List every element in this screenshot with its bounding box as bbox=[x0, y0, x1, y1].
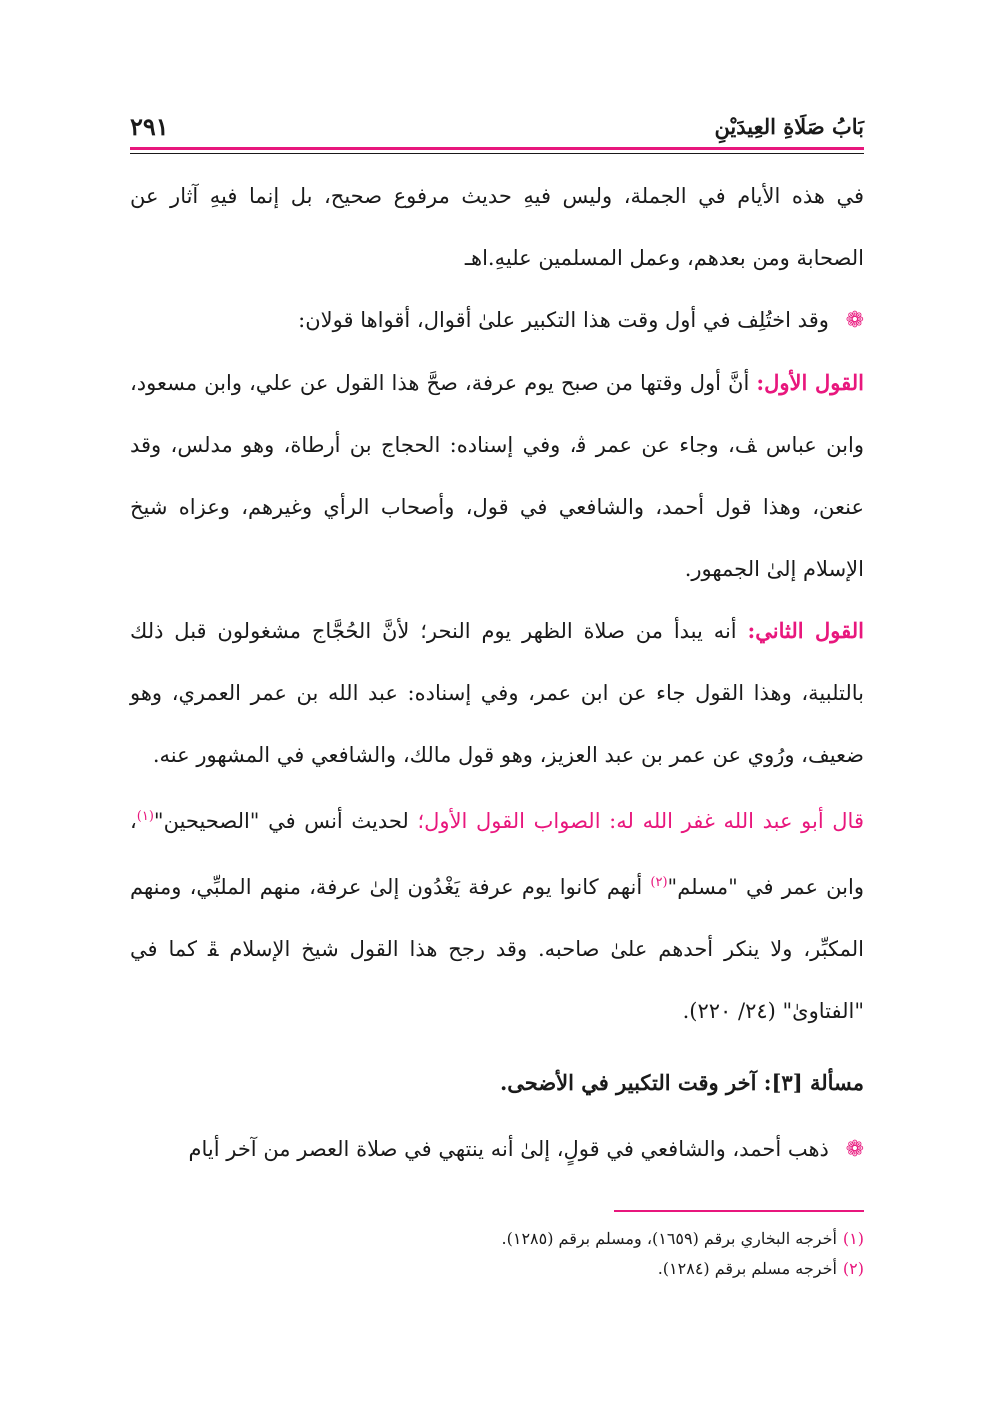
issue-heading: مسألة [٣]: آخر وقت التكبير في الأضحى. bbox=[499, 1070, 864, 1095]
footnote-text: أخرجه مسلم برقم (١٢٨٤). bbox=[657, 1259, 837, 1278]
footnote-ref-1[interactable]: (١) bbox=[136, 809, 154, 824]
paragraph-4 bbox=[130, 600, 864, 786]
header-rule-thin bbox=[130, 153, 864, 154]
paragraph-2-text: وقد اختُلِف في أول وقت هذا التكبير علىٰ أقوال، أقواها قولان: bbox=[298, 308, 829, 332]
paragraph-4-text: أنه يبدأ من صلاة الظهر يوم النحر؛ لأنَّ الحُجَّاج مشغولون قبل ذلك بالتلبية، وهذا القول جاء عن ابن عمر، وفي إسناده: عبد الله بن عمر العمري، وهو ضعيف، ورُوي عن عمر بن عبد العزيز، وهو قول مالك، والشافعي في المشهور عنه. bbox=[130, 619, 864, 767]
footnote-1 bbox=[130, 1224, 864, 1254]
section-title: بَابُ صَلَاةِ العِيدَيْنِ bbox=[714, 114, 864, 139]
footnote-text: أخرجه البخاري برقم (١٦٥٩)، ومسلم برقم (١٢٨٥). bbox=[501, 1229, 837, 1248]
paragraph-3 bbox=[130, 352, 864, 600]
footnote-ref-2[interactable]: (٢) bbox=[650, 875, 668, 890]
footnote-separator bbox=[614, 1210, 864, 1212]
body-text bbox=[130, 165, 864, 1181]
footnote-number: (١) bbox=[842, 1229, 864, 1248]
header-rule bbox=[130, 147, 864, 150]
paragraph-5-text-b: ، وابن عمر في "مسلم" bbox=[130, 809, 864, 899]
second-opinion-label: القول الثاني: bbox=[747, 618, 864, 643]
paragraph-5-text-c: أنهم كانوا يوم عرفة يَغْدُون إلىٰ عرفة، منهم الملبِّي، ومنهم المكبِّر، ولا ينكر أحدهم علىٰ صاحبه. وقد رجح هذا القول شيخ الإسلام ﭱ كما في "الفتاوىٰ" (٢٤/ ٢٢٠). bbox=[130, 875, 864, 1023]
first-opinion-label: القول الأول: bbox=[756, 370, 864, 395]
page-header bbox=[130, 100, 864, 150]
flower-ornament-icon: ❁ bbox=[845, 1137, 864, 1162]
page-number: ٢٩١ bbox=[130, 112, 169, 141]
paragraph-6-text: ذهب أحمد، والشافعي في قولٍ، إلىٰ أنه ينتهي في صلاة العصر من آخر أيام bbox=[188, 1137, 829, 1161]
paragraph-5-text-a: لحديث أنس في "الصحيحين" bbox=[153, 809, 409, 833]
author-verdict-label: قال أبو عبد الله غفر الله له: الصواب القول الأول؛ bbox=[417, 809, 864, 833]
paragraph-3-text: أنَّ أول وقتها من صبح يوم عرفة، صحَّ هذا القول عن علي، وابن مسعود، وابن عباس ﭫ، وجاء عن عمر ﭬ، وفي إسناده: الحجاج بن أرطاة، وهو مدلس، وقد عنعن، وهذا قول أحمد، والشافعي في قول، وأصحاب الرأي وغيرهم، وعزاه شيخ الإسلام إلىٰ الجمهور. bbox=[130, 371, 864, 581]
footnote-2 bbox=[130, 1254, 864, 1284]
paragraph-1: في هذه الأيام في الجملة، وليس فيهِ حديث مرفوع صحيح، بل إنما فيهِ آثار عن الصحابة ومن بعدهم، وعمل المسلمين عليهِ.اهـ bbox=[130, 184, 864, 270]
paragraph-5 bbox=[130, 786, 864, 1042]
footnote-number: (٢) bbox=[842, 1259, 864, 1278]
flower-ornament-icon: ❁ bbox=[845, 308, 864, 333]
paragraph-6 bbox=[130, 1118, 864, 1181]
paragraph-2 bbox=[130, 289, 864, 352]
footnotes bbox=[130, 1224, 864, 1284]
